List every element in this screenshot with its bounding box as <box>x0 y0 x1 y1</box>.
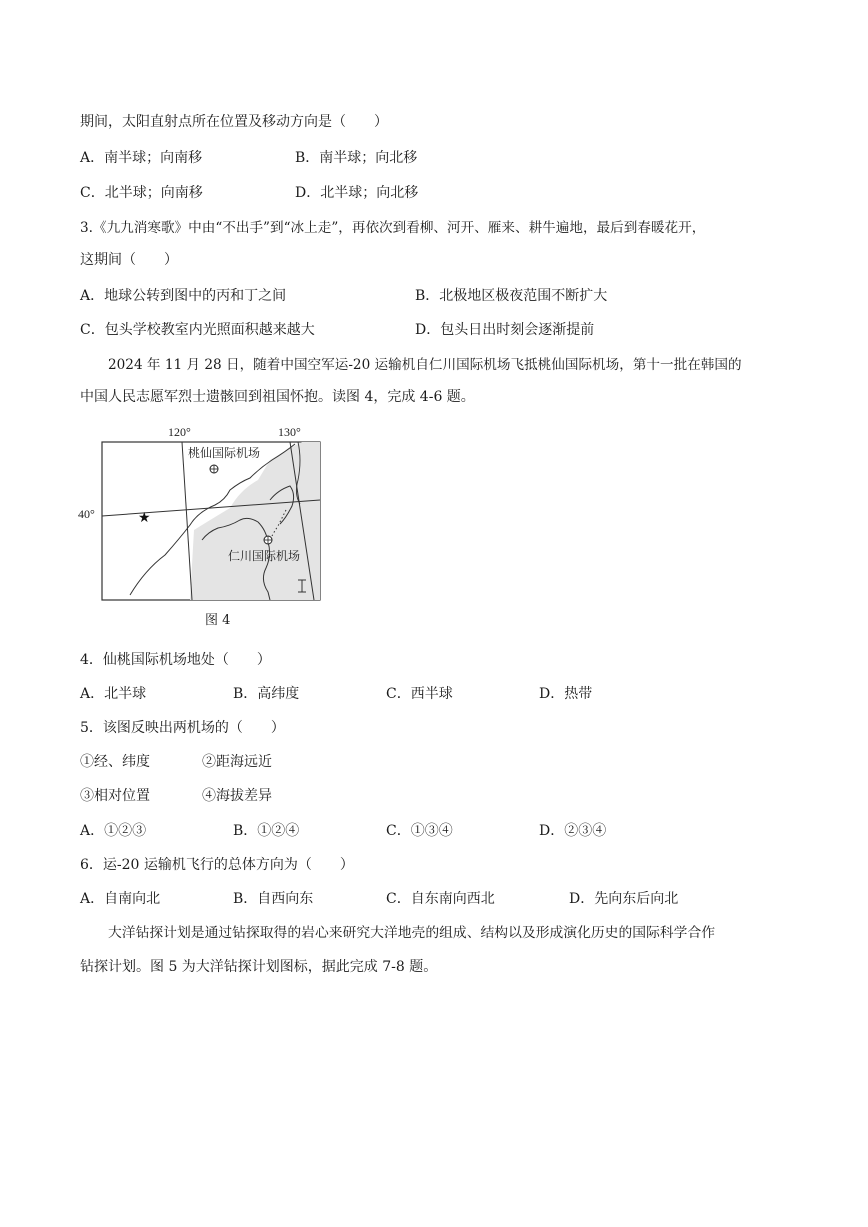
passage1-line2: 中国人民志愿军烈士遗骸回到祖国怀抱。读图 4，完成 4-6 题。 <box>80 389 475 405</box>
q5-option-a: A．①②③ <box>80 823 147 839</box>
star-icon: ★ <box>138 510 151 526</box>
q5-stem: 5．该图反映出两机场的（ ） <box>80 720 285 736</box>
q2-option-a: A．南半球；向南移 <box>80 150 203 166</box>
q5-option-b: B．①②④ <box>233 823 300 839</box>
q4-option-c: C．西半球 <box>386 686 453 702</box>
passage2-line1: 大洋钻探计划是通过钻探取得的岩心来研究大洋地壳的组成、结构以及形成演化历史的国际科学合作 <box>108 925 716 941</box>
q5-item-3: ③相对位置 <box>80 788 150 804</box>
airport-label-taoxian: 桃仙国际机场 <box>188 446 261 460</box>
q3-option-d: D．包头日出时刻会逐渐提前 <box>415 322 595 338</box>
q6-stem: 6．运-20 运输机飞行的总体方向为（ ） <box>80 857 354 873</box>
lon-label-120: 120° <box>168 425 191 439</box>
q3-option-c: C．包头学校教室内光照面积越来越大 <box>80 322 315 338</box>
q6-option-d: D．先向东后向北 <box>569 891 679 907</box>
airport-label-incheon: 仁川国际机场 <box>228 549 301 563</box>
q3-stem-line2: 这期间（ ） <box>80 252 178 268</box>
passage1-line1: 2024 年 11 月 28 日，随着中国空军运-20 运输机自仁川国际机场飞抵桃仙国际机场，第十一批在韩国的 <box>108 357 742 373</box>
q4-stem: 4．仙桃国际机场地处（ ） <box>80 652 271 668</box>
q5-item-4: ④海拔差异 <box>202 788 272 804</box>
q5-item-2: ②距海远近 <box>202 754 272 770</box>
q6-option-a: A．自南向北 <box>80 891 161 907</box>
q2-option-c: C．北半球；向南移 <box>80 185 203 201</box>
q3-option-a: A．地球公转到图中的丙和丁之间 <box>80 288 287 304</box>
q4-option-b: B．高纬度 <box>233 686 300 702</box>
q3-stem-line1: 3.《九九消寒歌》中由“不出手”到“冰上走”，再依次到看柳、河开、雁来、耕牛遍地，最后到春暖花开， <box>80 220 706 236</box>
passage2-line2: 钻探计划。图 5 为大洋钻探计划图标，据此完成 7-8 题。 <box>80 959 438 975</box>
q5-option-c: C．①③④ <box>386 823 453 839</box>
q3-option-b: B．北极地区极夜范围不断扩大 <box>415 288 608 304</box>
figure4-caption: 图 4 <box>205 613 231 628</box>
q5-option-d: D．②③④ <box>539 823 607 839</box>
q6-option-b: B．自西向东 <box>233 891 314 907</box>
q4-option-a: A．北半球 <box>80 686 147 702</box>
q2-stem-tail: 期间，太阳直射点所在位置及移动方向是（ ） <box>80 114 388 130</box>
q4-option-d: D．热带 <box>539 686 593 702</box>
q2-option-d: D．北半球；向北移 <box>295 185 419 201</box>
q2-option-b: B．南半球；向北移 <box>295 150 418 166</box>
lon-label-130: 130° <box>278 425 301 439</box>
q6-option-c: C．自东南向西北 <box>386 891 495 907</box>
figure4-map <box>78 420 340 610</box>
q5-item-1: ①经、纬度 <box>80 754 150 770</box>
lat-label-40: 40° <box>78 507 95 521</box>
